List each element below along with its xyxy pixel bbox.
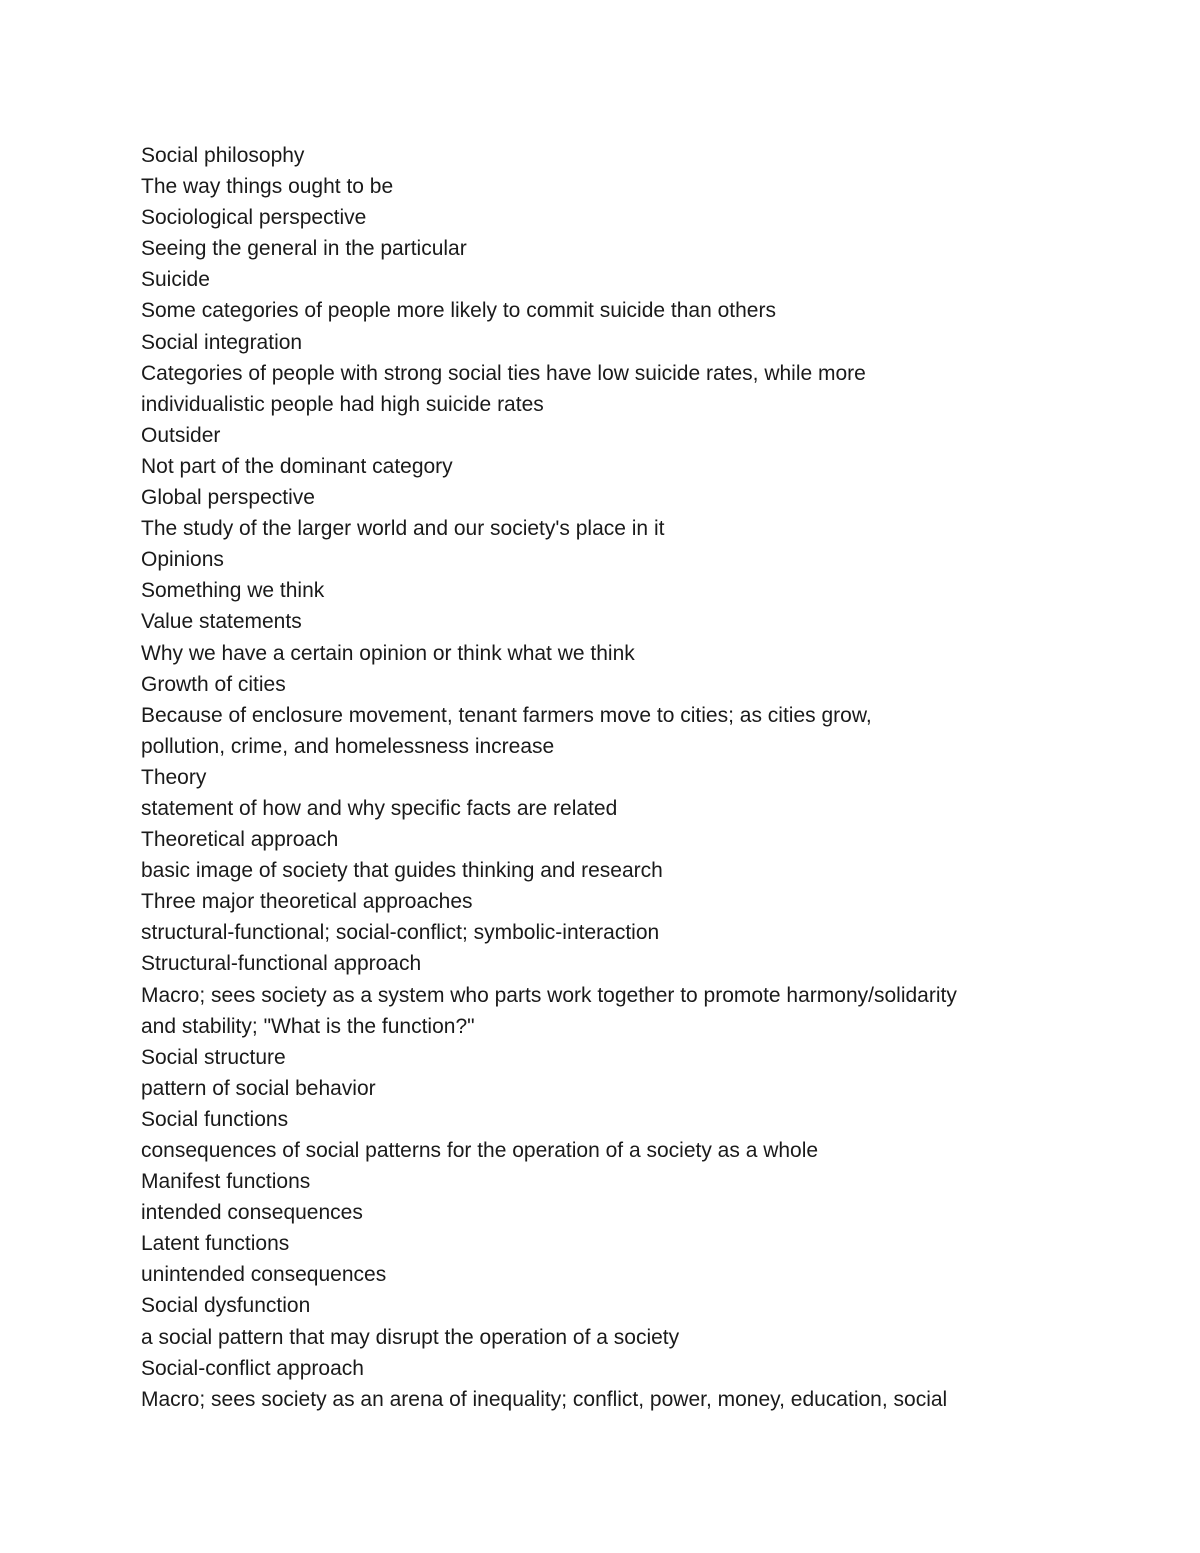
text-line: Something we think bbox=[141, 579, 325, 603]
text-line: Macro; sees society as a system who parts work together to promote harmony/solidarity bbox=[141, 983, 957, 1007]
text-line: Global perspective bbox=[141, 486, 315, 510]
text-line: Seeing the general in the particular bbox=[141, 237, 467, 261]
text-line: Growth of cities bbox=[141, 672, 286, 696]
text-line: consequences of social patterns for the operation of a society as a whole bbox=[141, 1139, 819, 1162]
text-line: Categories of people with strong social ties have low suicide rates, while more bbox=[141, 361, 866, 385]
text-line: Manifest functions bbox=[141, 1170, 311, 1194]
text-line: Suicide bbox=[141, 268, 210, 292]
text-line: The study of the larger world and our society's place in it bbox=[141, 517, 665, 541]
text-line: Opinions bbox=[141, 548, 224, 572]
text-line: Macro; sees society as an arena of inequality; conflict, power, money, education, social bbox=[141, 1387, 948, 1411]
text-line: Why we have a certain opinion or think what we think bbox=[141, 641, 635, 665]
document-body bbox=[141, 140, 1081, 1415]
text-line: Social integration bbox=[141, 330, 303, 354]
text-line: Structural-functional approach bbox=[141, 952, 422, 976]
text-line: a social pattern that may disrupt the operation of a society bbox=[141, 1325, 680, 1349]
text-line: structural-functional; social-conflict; symbolic-interaction bbox=[141, 921, 660, 945]
text-line: and stability; "What is the function?" bbox=[141, 1014, 475, 1038]
text-line: statement of how and why specific facts are related bbox=[141, 796, 618, 820]
text-line: Social-conflict approach bbox=[141, 1356, 364, 1380]
text-line: basic image of society that guides thinking and research bbox=[141, 859, 663, 883]
text-line: intended consequences bbox=[141, 1201, 363, 1225]
text-line: The way things ought to be bbox=[141, 175, 394, 199]
text-line: Social functions bbox=[141, 1107, 289, 1131]
text-line: pollution, crime, and homelessness increase bbox=[141, 734, 555, 758]
text-line: Value statements bbox=[141, 610, 302, 634]
text-line: individualistic people had high suicide rates bbox=[141, 392, 544, 416]
text-line: Social structure bbox=[141, 1045, 286, 1069]
text-line: pattern of social behavior bbox=[141, 1076, 376, 1100]
text-line: Latent functions bbox=[141, 1232, 290, 1256]
text-line: Social dysfunction bbox=[141, 1294, 311, 1318]
text-line: Because of enclosure movement, tenant farmers move to cities; as cities grow, bbox=[141, 703, 872, 727]
text-line: Theoretical approach bbox=[141, 828, 339, 852]
text-line: Outsider bbox=[141, 423, 221, 447]
text-line: Three major theoretical approaches bbox=[141, 890, 473, 914]
text-line: Social philosophy bbox=[141, 144, 305, 167]
text-line: Theory bbox=[141, 765, 207, 789]
text-line: Not part of the dominant category bbox=[141, 454, 453, 478]
text-line: Sociological perspective bbox=[141, 206, 367, 230]
text-line: unintended consequences bbox=[141, 1263, 387, 1287]
text-line: Some categories of people more likely to commit suicide than others bbox=[141, 299, 776, 323]
